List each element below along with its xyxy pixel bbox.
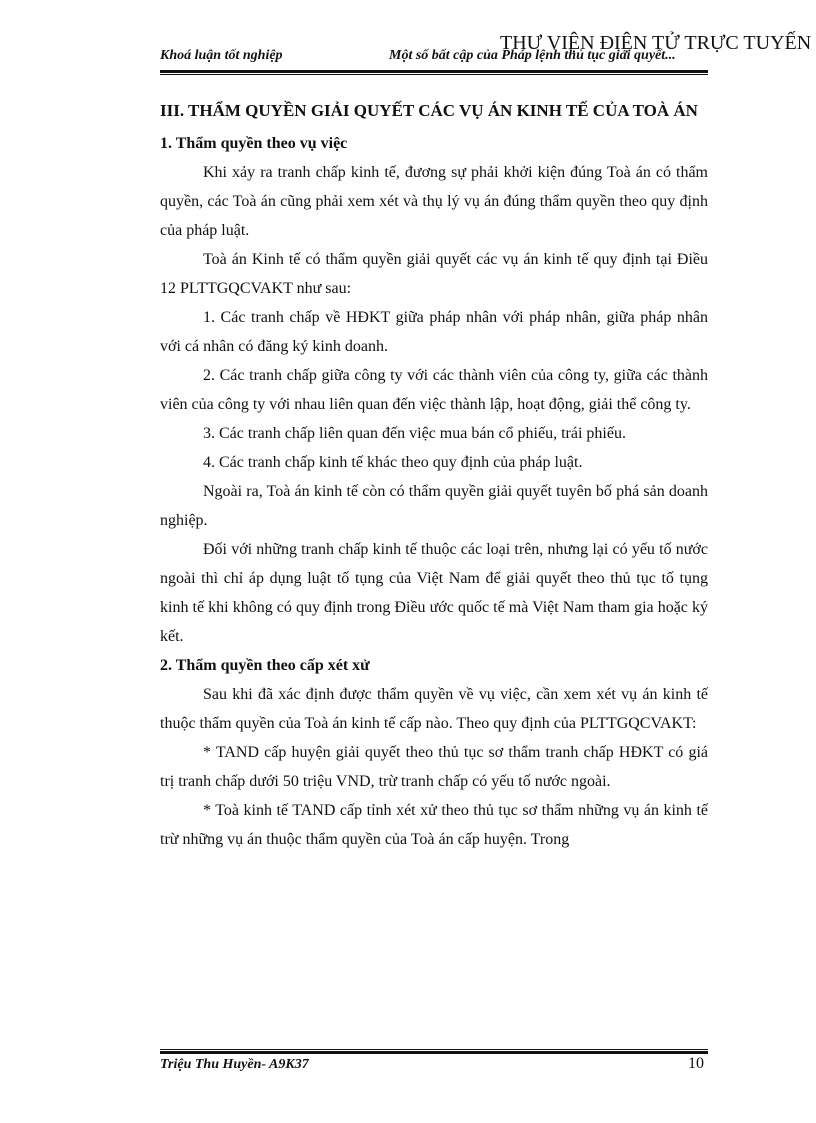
library-watermark: THƯ VIỆN ĐIỆN TỬ TRỰC TUYẾN (500, 32, 812, 54)
page-body (160, 92, 708, 854)
subheading-2: 2. Thẩm quyền theo cấp xét xử (160, 657, 370, 674)
header-thesis-label: Khoá luận tốt nghiệp (160, 48, 283, 63)
subheading-1: 1. Thẩm quyền theo vụ việc (160, 135, 348, 152)
bullet-item: * TAND cấp huyện giải quyết theo thủ tục sơ thẩm tranh chấp HĐKT có giá trị tranh chấp dưới 50 triệu VND, trừ tranh chấp có yếu tố nước ngoài. (160, 744, 708, 790)
list-item-3: 3. Các tranh chấp liên quan đến việc mua bán cổ phiếu, trái phiếu. (203, 425, 626, 442)
bullet-item: * Toà kinh tế TAND cấp tỉnh xét xử theo thủ tục sơ thẩm những vụ án kinh tế trừ những vụ án thuộc thẩm quyền của Toà án cấp huyện. Trong (160, 802, 708, 848)
paragraph: Toà án Kinh tế có thẩm quyền giải quyết các vụ án kinh tế quy định tại Điều 12 PLTTGQCVAKT như sau: (160, 251, 708, 297)
list-item-1: 1. Các tranh chấp về HĐKT giữa pháp nhân với pháp nhân, giữa pháp nhân với cá nhân có đăng ký kinh doanh. (160, 309, 708, 355)
header-thesis-topic: Một số bất cập của Pháp lệnh thủ tục giải quyết... (389, 48, 676, 63)
paragraph: Đối với những tranh chấp kinh tế thuộc các loại trên, nhưng lại có yếu tố nước ngoài thì chỉ áp dụng luật tố tụng của Việt Nam để giải quyết theo thủ tục tố tụng kinh tế khi không có quy định trong Điều ước quốc tế mà Việt Nam tham gia hoặc ký kết. (160, 541, 708, 645)
list-item-2: 2. Các tranh chấp giữa công ty với các thành viên của công ty, giữa các thành viên của công ty với nhau liên quan đến việc thành lập, hoạt động, giải thể công ty. (160, 367, 708, 413)
list-item-4: 4. Các tranh chấp kinh tế khác theo quy định của pháp luật. (203, 454, 583, 471)
paragraph: Khi xảy ra tranh chấp kinh tế, đương sự phải khởi kiện đúng Toà án có thẩm quyền, các Toà án cũng phải xem xét và thụ lý vụ án đúng thẩm quyền theo quy định của pháp luật. (160, 164, 708, 239)
page-number: 10 (688, 1055, 704, 1072)
footer-rule (160, 1049, 708, 1054)
footer-author: Triệu Thu Huyền- A9K37 (160, 1057, 309, 1072)
paragraph: Ngoài ra, Toà án kinh tế còn có thẩm quyền giải quyết tuyên bố phá sản doanh nghiệp. (160, 483, 708, 529)
header-rule (160, 70, 708, 75)
paragraph: Sau khi đã xác định được thẩm quyền về vụ việc, cần xem xét vụ án kinh tế thuộc thẩm quyền của Toà án kinh tế cấp nào. Theo quy định của PLTTGQCVAKT: (160, 686, 708, 732)
section-title: III. THẨM QUYỀN GIẢI QUYẾT CÁC VỤ ÁN KINH TẾ CỦA TOÀ ÁN (160, 101, 698, 120)
